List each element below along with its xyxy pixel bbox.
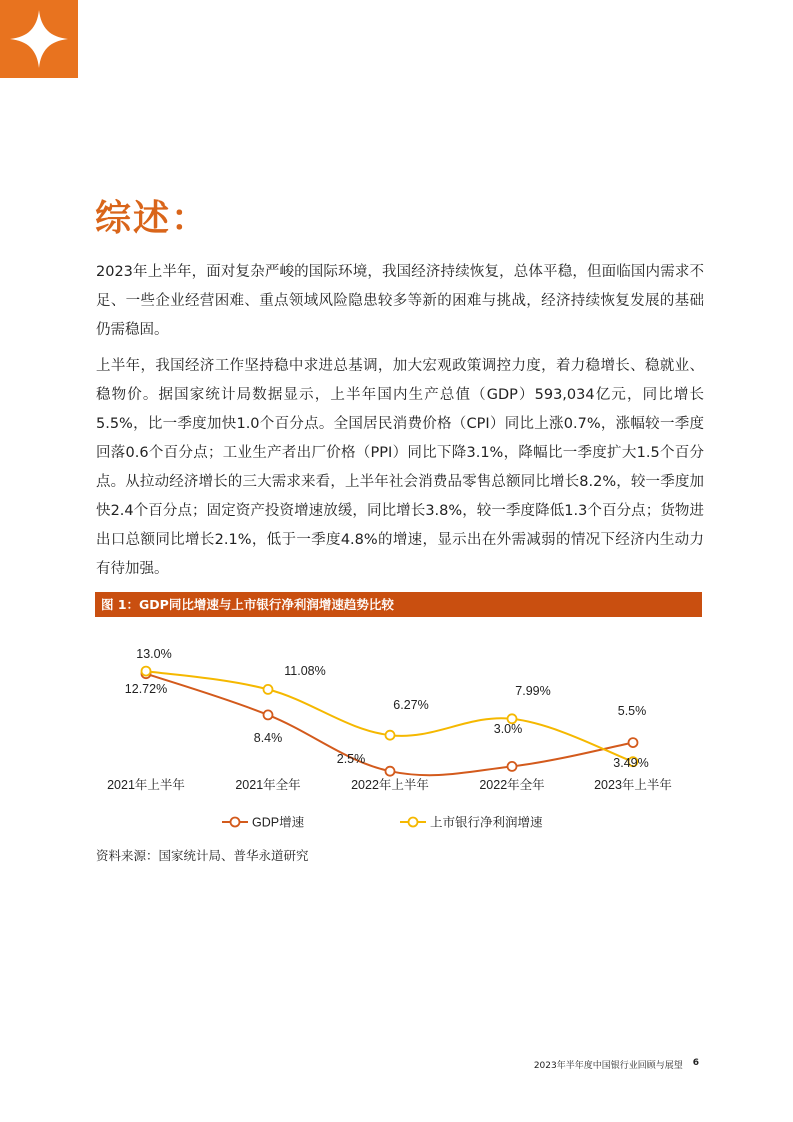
x-tick-label-0: 2021年上半年 [107, 778, 185, 792]
data-label-0-0: 12.72% [124, 682, 168, 696]
data-label-0-2: 2.5% [336, 752, 366, 766]
data-point-0-3 [508, 762, 517, 771]
data-label-1-1: 11.08% [284, 664, 326, 678]
page-footer [534, 1058, 699, 1071]
data-label-1-4: 3.49% [613, 756, 649, 770]
x-tick-label-3: 2022年全年 [479, 778, 545, 792]
x-tick-label-2: 2022年上半年 [351, 778, 429, 792]
x-tick-label-1: 2021年全年 [235, 778, 301, 792]
legend-label-0: GDP增速 [252, 815, 305, 830]
footer-doc-title: 2023年半年度中国银行业回顾与展望 [533, 1061, 683, 1071]
section-heading: 综述： [95, 198, 210, 239]
figure-title: 图 1：GDP同比增速与上市银行净利润增速趋势比较 [95, 592, 702, 617]
brand-logo [0, 0, 78, 78]
summary-paragraph-1: 2023年上半年，面对复杂严峻的国际环境，我国经济持续恢复，总体平稳，但面临国内需求不足、一些企业经营困难、重点领域风险隐患较多等新的困难与挑战，经济持续恢复发展的基础仍需稳固。 [96, 264, 704, 338]
data-label-1-0: 13.0% [136, 647, 172, 661]
data-point-0-2 [386, 767, 395, 776]
data-label-1-3: 7.99% [515, 684, 551, 698]
series-line-0 [146, 674, 633, 776]
data-label-1-2: 6.27% [393, 698, 429, 712]
source-note: 资料来源：国家统计局、普华永道研究 [96, 848, 309, 863]
data-point-0-1 [264, 710, 273, 719]
data-point-1-1 [264, 685, 273, 694]
legend-marker-0 [231, 818, 240, 827]
page-number: 6 [692, 1058, 699, 1068]
summary-paragraph-2: 上半年，我国经济工作坚持稳中求进总基调，加大宏观政策调控力度，着力稳增长、稳就业、稳物价。据国家统计局数据显示，上半年国内生产总值（GDP）593,034亿元，同比增长5.5%，比一季度加快1.0个百分点。全国居民消费价格（CPI）同比上涨0.7%，涨幅较一季度回落0.6个百分点；工业生产者出厂价格（PPI）同比下降3.1%，降幅比一季度扩大1.5个百分点。从拉动经济增长的三大需求来看，上半年社会消费品零售总额同比增长8.2%，较一季度加快2.4个百分点；固定资产投资增速放缓，同比增长3.8%，较一季度降低1.3个百分点；货物进出口总额同比增长2.1%，低于一季度4.8%的增速，显示出在外需减弱的情况下经济内生动力有待加强。 [96, 358, 704, 577]
sparkle-icon [0, 0, 78, 78]
series-line-1 [146, 671, 633, 762]
legend-label-1: 上市银行净利润增速 [430, 815, 543, 830]
data-label-0-4: 5.5% [617, 704, 647, 718]
data-label-0-3: 3.0% [493, 722, 523, 736]
trend-line-chart [95, 630, 702, 840]
data-label-0-1: 8.4% [253, 731, 283, 745]
data-point-1-2 [386, 731, 395, 740]
x-tick-label-4: 2023年上半年 [594, 778, 672, 792]
legend-marker-1 [409, 818, 418, 827]
data-point-1-0 [142, 667, 151, 676]
data-point-0-4 [629, 738, 638, 747]
